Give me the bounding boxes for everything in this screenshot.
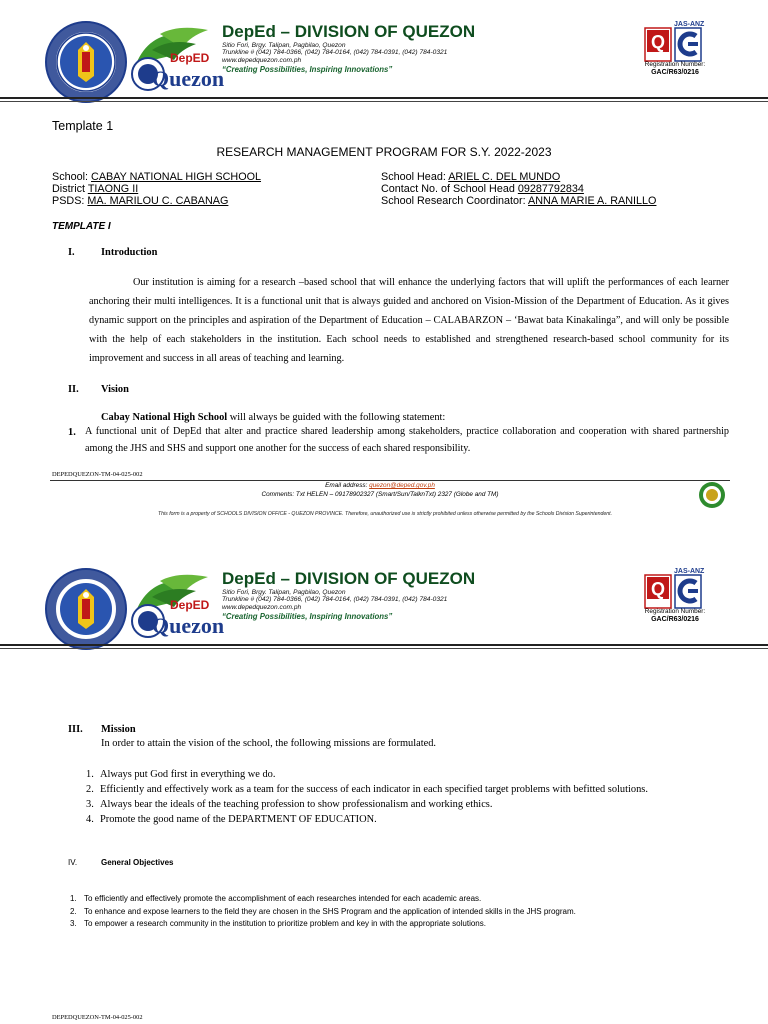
cert-label: JAS-ANZ — [674, 21, 705, 28]
quezon-logo-icon — [130, 24, 225, 98]
school-label: School: — [52, 171, 89, 183]
address-line: Sitio Fori, Brgy. Talipan, Pagbilao, Quezon — [222, 42, 346, 49]
registration-number: GAC/R63/0216 — [651, 69, 699, 76]
page2-doc-code: DEPEDQUEZON-TM-04-025-002 — [52, 1014, 143, 1021]
svg-text:Q: Q — [650, 32, 666, 52]
deped-seal-icon — [44, 567, 128, 651]
page1-notice: This form is a property of SCHOOLS DIVISION OFFICE - QUEZON PROVINCE. Therefore, unauthorized use is strictly prohibited unless otherwise permitted by the Schools Division Superintendent. — [157, 511, 613, 517]
intro-paragraph — [89, 273, 729, 368]
intro-numeral: I. — [68, 247, 75, 258]
contact-field — [381, 183, 584, 195]
mission-lead: In order to attain the vision of the school, the following missions are formulated. — [101, 738, 437, 749]
registration-number: GAC/R63/0216 — [651, 616, 699, 623]
intro-heading: Introduction — [101, 247, 158, 258]
email-label: Email address: — [325, 482, 370, 489]
district-field — [52, 183, 138, 195]
school-head-label: School Head: — [381, 171, 446, 183]
contact-label: Contact No. of School Head — [381, 183, 515, 195]
template-label: Template 1 — [52, 119, 114, 133]
school-head-value: ARIEL C. DEL MUNDO — [448, 171, 561, 183]
template-sub: TEMPLATE I — [52, 221, 111, 232]
contact-value: 09287792834 — [517, 183, 584, 195]
letterhead-rule — [0, 644, 768, 646]
svg-text:Q: Q — [650, 579, 666, 599]
footer-seal-icon — [698, 481, 726, 509]
objectives-heading: General Objectives — [101, 858, 174, 867]
coordinator-label: School Research Coordinator: — [381, 195, 526, 207]
list-item: 3. To empower a research community in the institution to prioritize problem and key in with the appropriate solutions. — [70, 919, 486, 928]
district-label: District — [52, 183, 85, 195]
vision-item-number: 1. — [68, 427, 76, 438]
slogan: “Creating Possibilities, Inspiring Innovations” — [222, 612, 393, 621]
mission-numeral: III. — [68, 724, 83, 735]
coordinator-value: ANNA MARIE A. RANILLO — [528, 195, 657, 207]
doc-title: RESEARCH MANAGEMENT PROGRAM FOR S.Y. 2022-2023 — [216, 145, 552, 159]
mission-heading: Mission — [101, 724, 136, 735]
vision-numeral: II. — [68, 384, 79, 395]
registration-label: Registration Number: — [644, 608, 706, 615]
trunkline-line: Trunkline # (042) 784-0366, (042) 784-0164, (042) 784-0391, (042) 784-0321 — [222, 596, 448, 603]
logo-deped-text: DepED — [170, 598, 210, 612]
school-field — [52, 171, 261, 183]
logo-deped-text: DepED — [170, 51, 210, 65]
page1-comments-line: Comments: Txt HELEN – 09178902327 (Smart/Sun/TalknTxt) 2327 (Globe and TM) — [261, 491, 499, 498]
page1-email-line — [140, 482, 620, 489]
intro-text: Our institution is aiming for a research –based school that will enhance the underlying factors that will uplift the performances of each learner anchoring their multi intelligences. It is a functional unit that is always guided and anchored on Vision-Mission of the Department of Education. As it gives dynamic support on the principles and aspiration of the Department of Education – CALABARZON – ‘Bawat bata Kinakalinga”, and will only be possible with the help of each stakeholders in the institution. Each school needs to established and strengthened research-based school community for its improvement and success in all areas of teaching and learning. — [89, 277, 729, 364]
trunkline-line: Trunkline # (042) 784-0366, (042) 784-0164, (042) 784-0391, (042) 784-0321 — [222, 49, 448, 56]
psds-label: PSDS: — [52, 195, 85, 207]
objectives-numeral: IV. — [68, 858, 78, 867]
letterhead-rule-thin — [0, 648, 768, 649]
logo-quezon-text: Quezon — [152, 613, 225, 638]
objectives-list — [70, 893, 576, 931]
website-line[interactable]: www.depedquezon.com.ph — [222, 604, 302, 611]
email-link[interactable]: quezon@deped.gov.ph — [369, 482, 435, 489]
cert-label: JAS-ANZ — [674, 568, 705, 575]
psds-value: MA. MARILOU C. CABANAG — [87, 195, 229, 207]
vision-lead — [101, 412, 445, 423]
list-item: 4. Promote the good name of the DEPARTMENT OF EDUCATION. — [86, 814, 377, 825]
vision-item — [85, 423, 729, 457]
letterhead-rule-thin — [0, 101, 768, 102]
page1-doc-code: DEPEDQUEZON-TM-04-025-002 — [52, 471, 143, 478]
quezon-logo-icon — [130, 571, 225, 645]
iso-cert-icon — [644, 565, 706, 609]
list-item: 1. Always put God first in everything we do. — [86, 769, 276, 780]
page1-footer-rule — [50, 480, 730, 481]
deped-seal-icon — [44, 20, 128, 104]
letterhead-page2 — [0, 565, 768, 665]
vision-school-name: Cabay National High School — [101, 412, 228, 423]
slogan: “Creating Possibilities, Inspiring Innovations” — [222, 65, 393, 74]
school-value: CABAY NATIONAL HIGH SCHOOL — [91, 171, 262, 183]
list-item: 2. To enhance and expose learners to the field they are chosen in the SHS Program and the application of intended skills in the JHS program. — [70, 906, 576, 916]
list-item: 3. Always bear the ideals of the teaching profession to show professionalism and working ethics. — [86, 799, 493, 810]
vision-item-text: A functional unit of DepEd that alter and practice shared leadership among stakeholders, practice collaboration and cooperation with shared partnership among the JHS and SHS and support one another for the success of each shared responsibility. — [85, 426, 729, 454]
division-title: DepEd – DIVISION OF QUEZON — [222, 22, 476, 41]
mission-list — [86, 767, 648, 827]
coordinator-field — [381, 195, 656, 207]
vision-lead-rest: will always be guided with the following statement: — [227, 412, 446, 423]
list-item: 2. Efficiently and effectively work as a team for the success of each indicator in each specified target problems with befitted solutions. — [86, 784, 648, 795]
vision-heading: Vision — [101, 384, 129, 395]
address-line: Sitio Fori, Brgy. Talipan, Pagbilao, Quezon — [222, 589, 346, 596]
logo-quezon-text: Quezon — [152, 66, 225, 91]
list-item: 1. To efficiently and effectively promote the accomplishment of each researches intended for each academic areas. — [70, 894, 482, 903]
website-line[interactable]: www.depedquezon.com.ph — [222, 57, 302, 64]
district-value: TIAONG II — [87, 183, 139, 195]
letterhead-top — [0, 18, 768, 118]
school-head-field — [381, 171, 560, 183]
psds-field — [52, 195, 228, 207]
registration-label: Registration Number: — [644, 61, 706, 68]
iso-cert-icon — [644, 18, 706, 62]
division-title: DepEd – DIVISION OF QUEZON — [222, 569, 476, 588]
letterhead-rule — [0, 97, 768, 99]
